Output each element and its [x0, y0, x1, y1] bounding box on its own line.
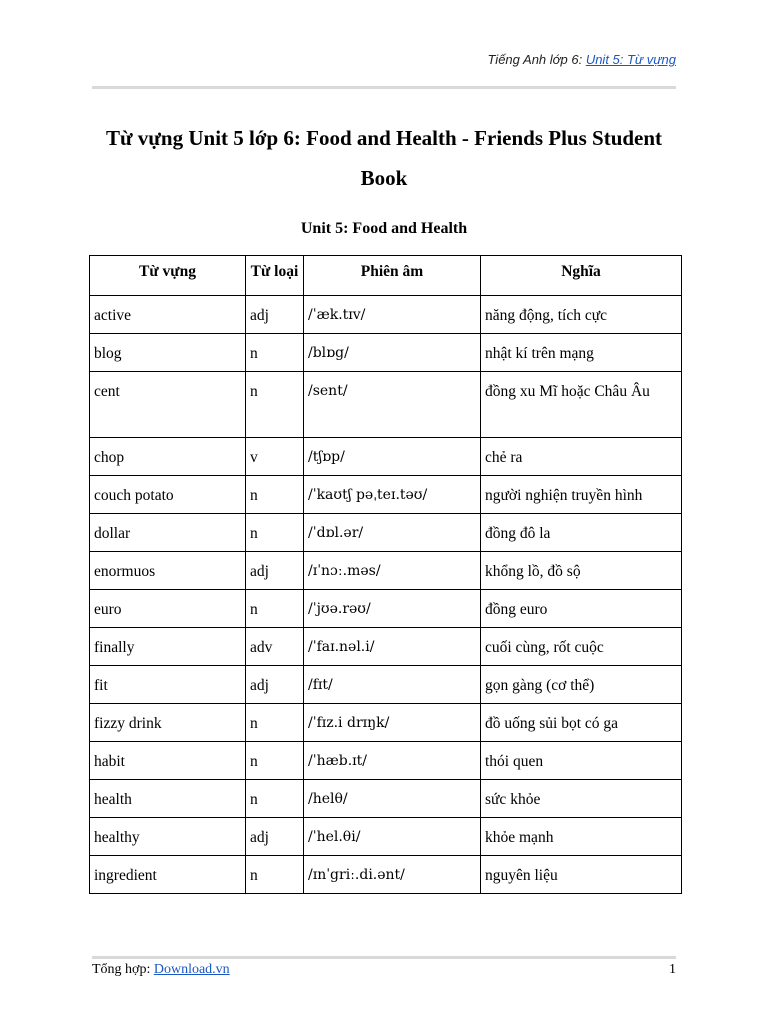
ipa-transcription: /helθ/: [304, 780, 481, 818]
table-row: [90, 666, 682, 704]
vocab-word: fit: [90, 666, 246, 704]
column-header-type: Từ loại: [246, 256, 304, 296]
table-row: [90, 818, 682, 856]
vocab-word: couch potato: [90, 476, 246, 514]
vocab-meaning: gọn gàng (cơ thể): [481, 666, 682, 704]
vocab-word: habit: [90, 742, 246, 780]
word-type: adv: [246, 628, 304, 666]
vocab-word: healthy: [90, 818, 246, 856]
page-number: 1: [669, 962, 676, 977]
page-footer: [92, 962, 676, 978]
table-row: [90, 780, 682, 818]
vocab-meaning: cuối cùng, rốt cuộc: [481, 628, 682, 666]
vocab-word: health: [90, 780, 246, 818]
footer-divider: [92, 956, 676, 959]
word-type: n: [246, 372, 304, 438]
word-type: n: [246, 780, 304, 818]
word-type: adj: [246, 552, 304, 590]
word-type: n: [246, 334, 304, 372]
ipa-transcription: /sent/: [304, 372, 481, 438]
word-type: n: [246, 514, 304, 552]
table-row: [90, 296, 682, 334]
word-type: n: [246, 476, 304, 514]
vocab-meaning: người nghiện truyền hình: [481, 476, 682, 514]
word-type: adj: [246, 666, 304, 704]
vocab-word: fizzy drink: [90, 704, 246, 742]
ipa-transcription: /ˈdɒl.ər/: [304, 514, 481, 552]
table-header-row: [90, 256, 682, 296]
vocab-meaning: chẻ ra: [481, 438, 682, 476]
footer-download-link[interactable]: Download.vn: [153, 962, 230, 977]
vocab-word: chop: [90, 438, 246, 476]
table-row: [90, 476, 682, 514]
ipa-transcription: /ˈfaɪ.nəl.i/: [304, 628, 481, 666]
ipa-transcription: /fɪt/: [304, 666, 481, 704]
vocab-meaning: thói quen: [481, 742, 682, 780]
vocab-meaning: nguyên liệu: [481, 856, 682, 894]
column-header-ipa: Phiên âm: [304, 256, 481, 296]
table-row: [90, 590, 682, 628]
header-unit-link[interactable]: Unit 5: Từ vựng: [585, 52, 676, 67]
ipa-transcription: /ˈhel.θi/: [304, 818, 481, 856]
column-header-meaning: Nghĩa: [481, 256, 682, 296]
vocab-meaning: sức khỏe: [481, 780, 682, 818]
ipa-transcription: /ˈkaʊtʃ pəˌteɪ.təʊ/: [304, 476, 481, 514]
header-divider: [92, 86, 676, 89]
table-row: [90, 704, 682, 742]
vocab-meaning: nhật kí trên mạng: [481, 334, 682, 372]
vocab-word: active: [90, 296, 246, 334]
word-type: n: [246, 704, 304, 742]
table-row: [90, 742, 682, 780]
table-row: [90, 438, 682, 476]
table-row: [90, 334, 682, 372]
table-row: [90, 856, 682, 894]
word-type: adj: [246, 818, 304, 856]
vocab-meaning: năng động, tích cực: [481, 296, 682, 334]
vocab-meaning: đồng xu Mĩ hoặc Châu Âu: [481, 372, 682, 438]
footer-prefix: Tổng hợp:: [92, 962, 154, 977]
vocabulary-table: [89, 255, 682, 894]
vocab-word: euro: [90, 590, 246, 628]
vocab-meaning: đồng đô la: [481, 514, 682, 552]
ipa-transcription: /ɪnˈgriː.di.ənt/: [304, 856, 481, 894]
header-prefix: Tiếng Anh lớp 6:: [487, 52, 586, 67]
vocab-meaning: đồng euro: [481, 590, 682, 628]
column-header-word: Từ vựng: [90, 256, 246, 296]
vocab-meaning: đồ uống sủi bọt có ga: [481, 704, 682, 742]
vocab-word: blog: [90, 334, 246, 372]
word-type: n: [246, 742, 304, 780]
page-title: Từ vựng Unit 5 lớp 6: Food and Health - Friends Plus Student Book: [105, 126, 663, 190]
word-type: adj: [246, 296, 304, 334]
vocab-word: ingredient: [90, 856, 246, 894]
vocab-meaning: khổng lồ, đồ sộ: [481, 552, 682, 590]
vocab-meaning: khỏe mạnh: [481, 818, 682, 856]
word-type: v: [246, 438, 304, 476]
page-header: [487, 52, 676, 67]
ipa-transcription: /ˈhæb.ɪt/: [304, 742, 481, 780]
table-row: [90, 552, 682, 590]
table-row: [90, 628, 682, 666]
vocab-word: dollar: [90, 514, 246, 552]
table-row: [90, 514, 682, 552]
ipa-transcription: /tʃɒp/: [304, 438, 481, 476]
table-row: [90, 372, 682, 438]
ipa-transcription: /ˈjʊə.rəʊ/: [304, 590, 481, 628]
word-type: n: [246, 590, 304, 628]
vocab-word: finally: [90, 628, 246, 666]
ipa-transcription: /ɪˈnɔː.məs/: [304, 552, 481, 590]
vocab-word: enormuos: [90, 552, 246, 590]
ipa-transcription: /ˈæk.tɪv/: [304, 296, 481, 334]
ipa-transcription: /blɒg/: [304, 334, 481, 372]
ipa-transcription: /ˈfɪz.i drɪŋk/: [304, 704, 481, 742]
footer-source: [92, 962, 230, 978]
word-type: n: [246, 856, 304, 894]
vocab-word: cent: [90, 372, 246, 438]
table-subtitle: Unit 5: Food and Health: [300, 220, 468, 237]
